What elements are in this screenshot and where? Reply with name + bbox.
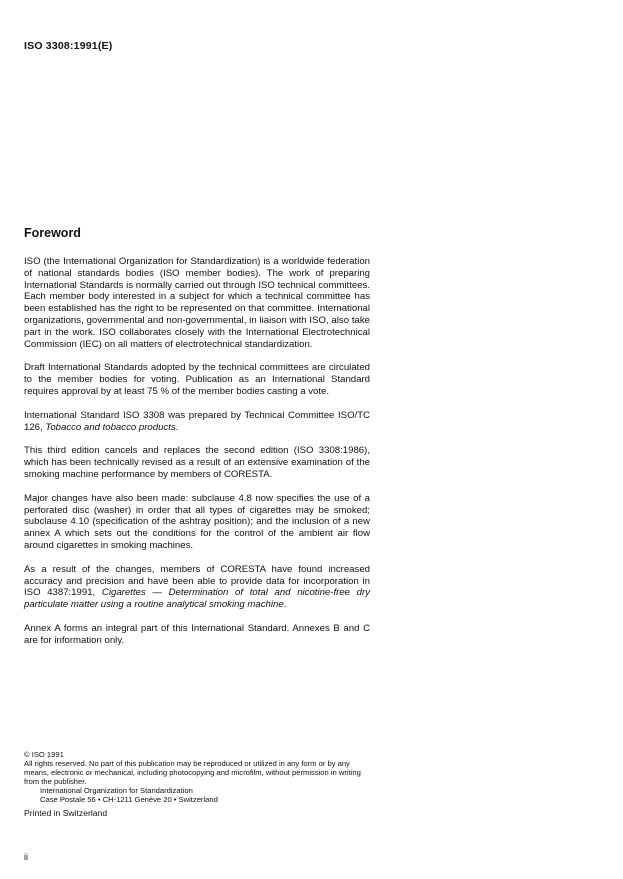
copyright-line: © ISO 1991 [24,750,64,759]
results-text: As a result of the changes, members of CORESTA have found increased accuracy and precision and have been able to provide data for incorporation in ISO 4387:1991, [24,563,370,599]
paragraph-annexes: Annex A forms an integral part of this International Standard. Annexes B and C are for information only. [24,622,370,646]
prepared-by-end: . [175,421,179,433]
paragraph-iso-intro: ISO (the International Organization for Standardization) is a worldwide federation of national standards bodies (ISO member bodies). The work of preparing International Standards is normally carried out through ISO technical committees. Each member body interested in a subject for which a technical committee has been established has the right to be represented on that committee. International organizations, governmental and non-governmental, in liaison with ISO, also take part in the work. ISO collaborates closely with the International Electrotechnical Commission (IEC) on all matters of electrotechnical standardization. [24,256,370,350]
paragraph-prepared-by [24,410,370,434]
committee-title: Tobacco and tobacco products [45,421,176,433]
paragraph-edition: This third edition cancels and replaces the second edition (ISO 3308:1986), which has been technically revised as a result of an extensive examination of the smoking machine performance by members of CORESTA. [24,445,370,480]
organization-address: Case Postale 56 • CH-1211 Genève 20 • Switzerland [40,794,218,804]
results-end: . [283,599,287,611]
prepared-by-text: International Standard ISO 3308 was prepared by Technical Committee ISO/TC 126, [24,409,370,433]
organization-name: International Organization for Standardization [40,785,193,795]
printed-in: Printed in Switzerland [24,808,108,818]
page-number: ii [24,852,28,862]
document-id: ISO 3308:1991(E) [24,40,113,52]
referenced-standard-title: Cigarettes — Determination of total and nicotine-free dry particulate matter using a routine analytical smoking machine [24,587,371,611]
foreword-body [24,256,370,659]
paragraph-draft-standards: Draft International Standards adopted by the technical committees are circulated to the member bodies for voting. Publication as an International Standard requires approval by at least 75 % of the member bodies casting a vote. [24,362,370,397]
paragraph-major-changes: Major changes have also been made: subclause 4.8 now specifies the use of a perforated disc (washer) in order that all types of cigarettes may be smoked; subclause 4.10 (specification of the ashtray position); and the inclusion of a new annex A which sets out the conditions for the control of the ambient air flow around cigarettes in smoking machines. [24,492,370,551]
rights-statement: All rights reserved. No part of this publication may be reproduced or utilized in any form or by any means, electronic or mechanical, including photocopying and microfilm, without permission in writing from the publisher. [24,758,361,786]
paragraph-results [24,564,370,611]
foreword-heading: Foreword [24,226,81,240]
copyright-block [24,751,374,804]
